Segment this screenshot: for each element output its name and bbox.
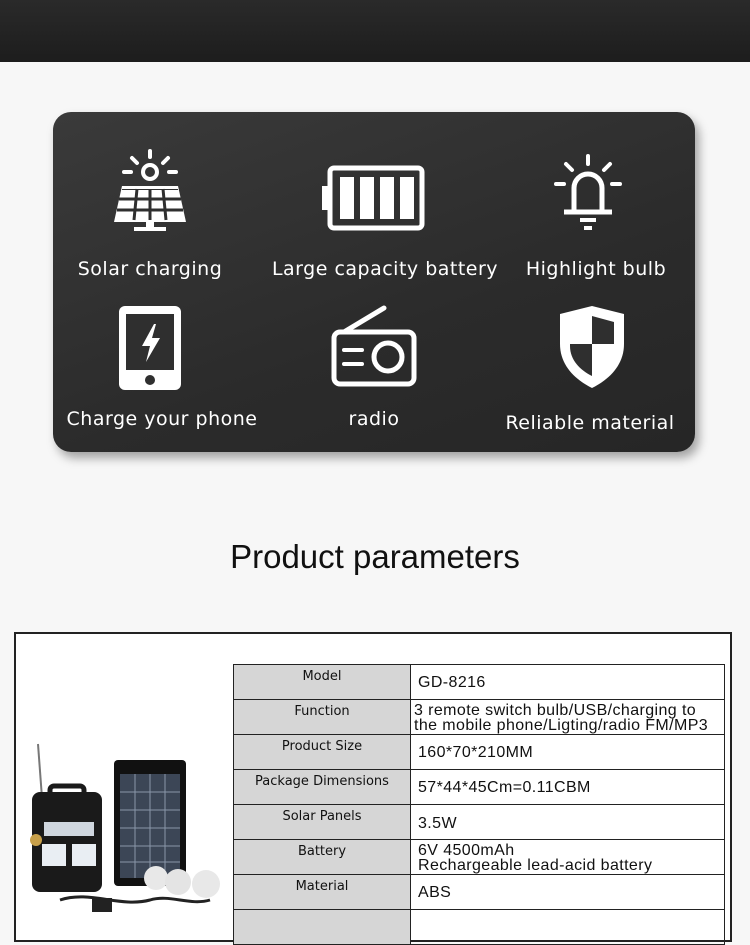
spec-value [411,910,725,945]
spec-key: Product Size [234,735,411,770]
spec-value: ABS [411,875,725,910]
spec-table [233,664,725,945]
feature-bulb [552,152,624,234]
spec-value: 3.5W [411,805,725,840]
spec-value: 57*44*45Cm=0.11CBM [411,770,725,805]
shield-icon [556,304,628,390]
solar-panel-icon [110,148,190,234]
table-row [234,665,725,700]
feature-label-solar: Solar charging [77,258,223,280]
table-row [234,840,725,875]
feature-label-bulb: Highlight bulb [525,258,667,280]
spec-value [411,840,725,875]
spec-value-line1: 6V 4500mAh [418,842,515,859]
feature-material [556,304,628,390]
feature-label-radio: radio [348,408,400,430]
table-row [234,805,725,840]
feature-label-material: Reliable material [505,412,675,434]
spec-key: Solar Panels [234,805,411,840]
spec-key: Material [234,875,411,910]
table-row [234,910,725,945]
spec-value-line2: Rechargeable lead-acid battery [418,857,653,874]
spec-key: Battery [234,840,411,875]
radio-icon [330,304,418,388]
spec-value: 160*70*210MM [411,735,725,770]
table-row [234,770,725,805]
feature-solar-charging [110,148,190,234]
spec-value [411,700,725,735]
top-banner-bar [0,0,750,62]
phone-charge-icon [116,304,184,392]
feature-radio [330,304,418,388]
spec-key: Package Dimensions [234,770,411,805]
bulb-icon [552,152,624,234]
spec-value-line2: the mobile phone/Ligting/radio FM/MP3 [414,717,709,734]
spec-key: Function [234,700,411,735]
spec-value: GD-8216 [411,665,725,700]
product-image [20,740,230,928]
spec-value-line1: 3 remote switch bulb/USB/charging to [414,702,697,719]
spec-key [234,910,411,945]
spec-key: Model [234,665,411,700]
table-row [234,735,725,770]
feature-phone [116,304,184,392]
table-row [234,700,725,735]
feature-battery [320,164,430,234]
table-row [234,875,725,910]
feature-label-phone: Charge your phone [66,408,258,430]
feature-label-battery: Large capacity battery [271,258,499,280]
section-title: Product parameters [230,538,520,575]
battery-icon [320,164,430,234]
